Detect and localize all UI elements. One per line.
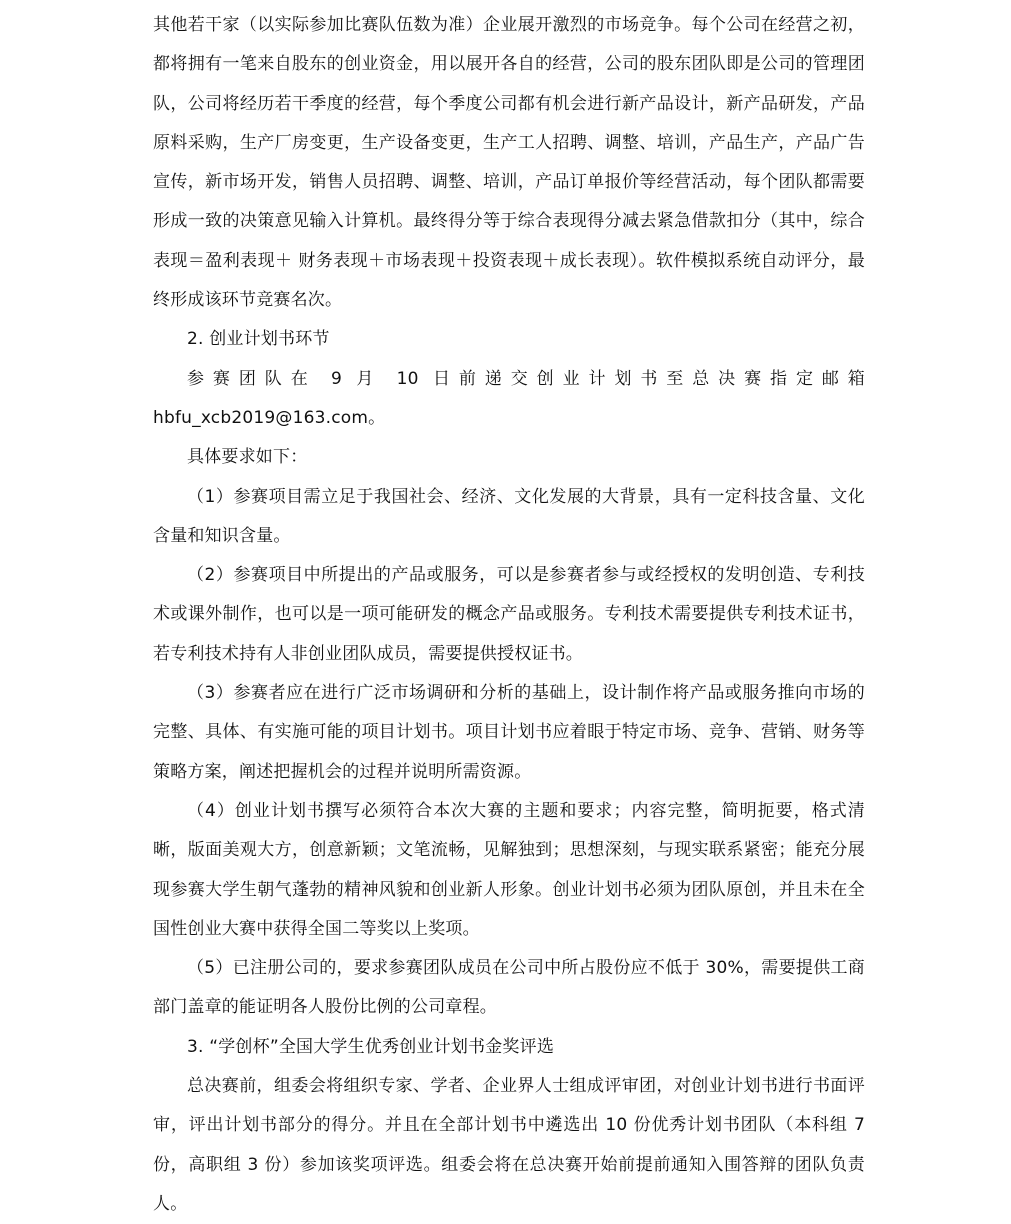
requirement-item-4: （4）创业计划书撰写必须符合本次大赛的主题和要求；内容完整，简明扼要，格式清晰，版面美观大方，创意新颖；文笔流畅，见解独到；思想深刻，与现实联系紧密；能充分展现参赛大学生朝气蓬勃的精神风貌和创业新人形象。创业计划书必须为团队原创，并且未在全国性创业大赛中获得全国二等奖以上奖项。 [153, 800, 865, 939]
requirement-item-2: （2）参赛项目中所提出的产品或服务，可以是参赛者参与或经授权的发明创造、专利技术或课外制作，也可以是一项可能研发的概念产品或服务。专利技术需要提供专利技术证书，若专利技术持有人非创业团队成员，需要提供授权证书。 [153, 565, 865, 664]
requirements-intro: 具体要求如下： [187, 447, 308, 468]
requirement-item-5: （5）已注册公司的，要求参赛团队成员在公司中所占股份应不低于 30%，需要提供工商部门盖章的能证明各人股份比例的公司章程。 [153, 958, 865, 1018]
submission-paragraph: 参赛团队在 9 月 10 日前递交创业计划书至总决赛指定邮箱 hbfu_xcb2019@163.com。 [153, 368, 865, 428]
requirement-item-1: （1）参赛项目需立足于我国社会、经济、文化发展的大背景，具有一定科技含量、文化含量和知识含量。 [153, 486, 865, 546]
intro-paragraph: 其他若干家（以实际参加比赛队伍数为准）企业展开激烈的市场竞争。每个公司在经营之初，都将拥有一笔来自股东的创业资金，用以展开各自的经营，公司的股东团队即是公司的管理团队，公司将经历若干季度的经营，每个季度公司都有机会进行新产品设计，新产品研发，产品原料采购，生产厂房变更，生产设备变更，生产工人招聘、调整、培训，产品生产，产品广告宣传，新市场开发，销售人员招聘、调整、培训，产品订单报价等经营活动，每个团队都需要形成一致的决策意见输入计算机。最终得分等于综合表现得分减去紧急借款扣分（其中，综合表现＝盈利表现＋ 财务表现＋市场表现＋投资表现＋成长表现）。软件模拟系统自动评分，最终形成该环节竞赛名次。 [153, 15, 865, 311]
section-3-paragraph: 总决赛前，组委会将组织专家、学者、企业界人士组成评审团，对创业计划书进行书面评审，评出计划书部分的得分。并且在全部计划书中遴选出 10 份优秀计划书团队（本科组 7 份，高职组 3 份）参加该奖项评选。组委会将在总决赛开始前提前通知入围答辩的团队负责人。 [153, 1076, 865, 1214]
section-2-heading: 2. 创业计划书环节 [187, 329, 330, 350]
section-3-heading: 3. “学创杯”全国大学生优秀创业计划书金奖评选 [187, 1036, 555, 1057]
document-body [153, 6, 865, 1224]
requirement-item-3: （3）参赛者应在进行广泛市场调研和分析的基础上，设计制作将产品或服务推向市场的完整、具体、有实施可能的项目计划书。项目计划书应着眼于特定市场、竞争、营销、财务等策略方案，阐述把握机会的过程并说明所需资源。 [153, 683, 865, 782]
